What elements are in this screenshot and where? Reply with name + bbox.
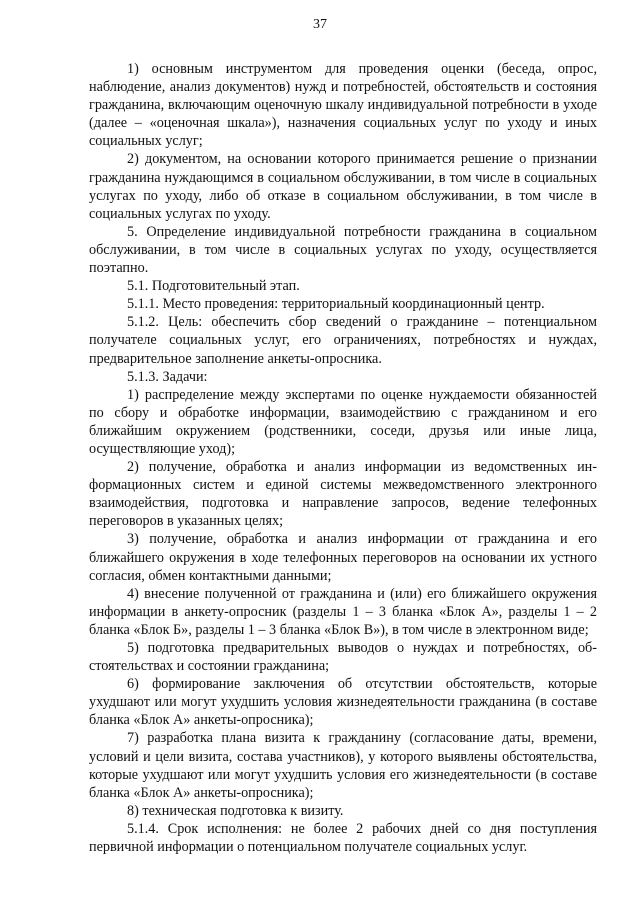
paragraph-task-7: 7) разработка плана визита к гражданину (согласование даты, времени, условий и цели визита, состава участников), у которого выявлены обстоятельства, которые ухудшают или могут ухудшить условия его жизнедеятельности (в составе бланка «Блок А» анкеты-опросника);	[89, 730, 597, 801]
paragraph-task-3: 3) получение, обработка и анализ информации от гражданина и его ближайшего окружения в ходе телефонных переговоров на основании их устного согласия, обмен контактными данными;	[89, 531, 597, 584]
paragraph-task-1: 1) распределение между экспертами по оценке нуждаемости обязанностей по сбору и обработке информации, взаимодействию с гражданином и его ближайшим окружением (родственники, соседи, друзья или иные лица, осуществляющие уход);	[89, 386, 597, 457]
paragraph-task-2: 2) получение, обработка и анализ информации из ведомственных информационных систем и единой системы межведомственного электронного взаимодействия, подготовка и направление запросов, ведение телефонных переговоров в указанных целях;	[89, 459, 597, 530]
paragraph-section-5-1-2: 5.1.2. Цель: обеспечить сбор сведений о гражданине – потенциальном получателе социальных услуг, его ограничениях, потребностях и нуждах, предварительное заполнение анкеты-опросника.	[89, 314, 597, 367]
page-number: 37	[313, 17, 327, 32]
document-body	[89, 60, 597, 856]
paragraph-section-5-1-3: 5.1.3. Задачи:	[127, 368, 208, 385]
paragraph-section-5-1-1: 5.1.1. Место проведения: территориальный координационный центр.	[127, 296, 545, 313]
paragraph-section-5-1: 5.1. Подготовительный этап.	[127, 278, 300, 295]
paragraph-section-5-1-4: 5.1.4. Срок исполнения: не более 2 рабочих дней со дня поступления первичной информации о потенциальном получателе социальных услуг.	[89, 820, 597, 856]
paragraph-section-5: 5. Определение индивидуальной потребности гражданина в социальном обслуживании, в том числе в социальных услугах по уходу, осуществляется поэтапно.	[89, 223, 597, 277]
paragraph-list-item-2-document: 2) документом, на основании которого принимается решение о признании гражданина нуждающимся в социальном обслуживании, в том числе в социальных услугах по уходу, либо об отказе в социальном обслуживании, в том числе в социальных услугах по уходу.	[89, 151, 597, 222]
paragraph-list-item-1-instrument: 1) основным инструментом для проведения оценки (беседа, опрос, наблюдение, анализ документов) нужд и потребностей, обстоятельств и состояния гражданина, включающим оценочную шкалу индивидуальной потребности в уходе (далее – «оценочная шкала»), назначения социальных услуг по уходу и иных социальных услуг;	[89, 61, 597, 150]
paragraph-task-6: 6) формирование заключения об отсутствии обстоятельств, которые ухудшают или могут ухудшить условия жизнедеятельности гражданина (в составе бланка «Блок А» анкеты-опросника);	[89, 676, 597, 729]
paragraph-task-5: 5) подготовка предварительных выводов о нуждах и потребностях, обстоятельствах и состоянии гражданина;	[89, 640, 597, 675]
paragraph-task-4: 4) внесение полученной от гражданина и (или) его ближайшего окружения информации в анкету-опросник (разделы 1 – 3 бланка «Блок А», разделы 1 – 2 бланка «Блок Б», разделы 1 – 3 бланка «Блок В»), в том числе в электронном виде;	[89, 585, 597, 638]
paragraph-task-8: 8) техническая подготовка к визиту.	[127, 802, 344, 819]
